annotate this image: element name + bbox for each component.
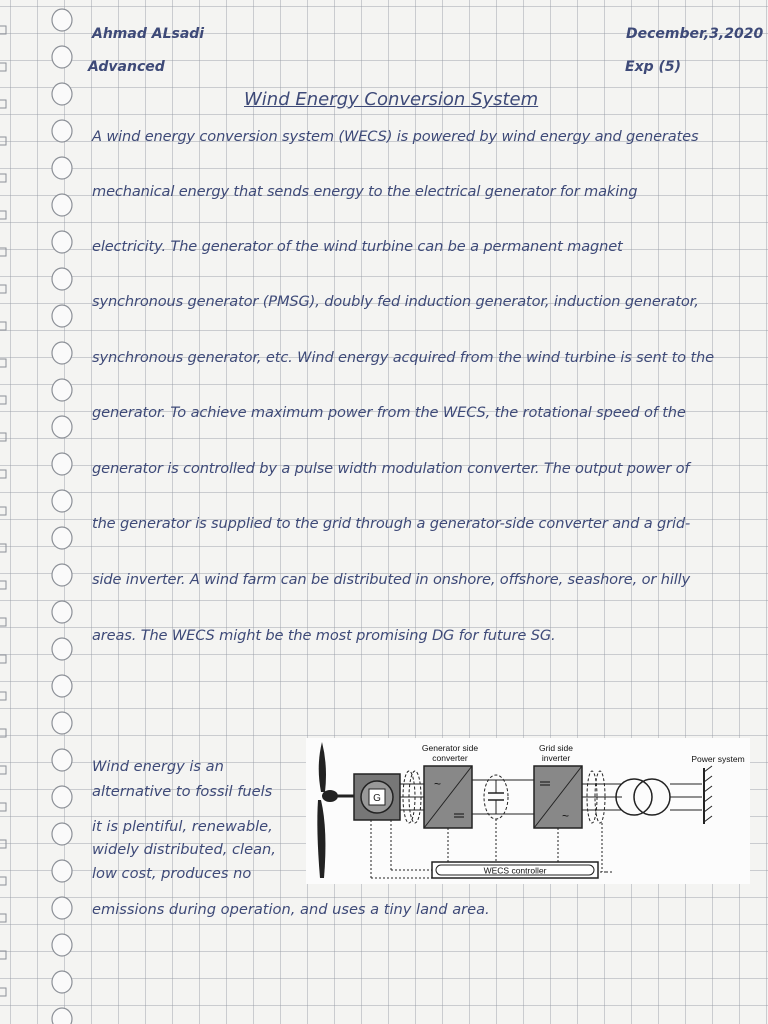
binding-holes — [0, 9, 72, 1024]
binding-hole — [52, 712, 72, 734]
author-name: Ahmad ALsadi — [92, 26, 205, 42]
binding-hole — [52, 601, 72, 623]
generator-side-converter-icon — [424, 766, 472, 828]
wecs-controller-block — [432, 862, 598, 878]
binding-tab — [0, 396, 6, 404]
grid-side-label: inverter — [541, 753, 571, 763]
binding-hole — [52, 379, 72, 401]
binding-hole — [52, 268, 72, 290]
binding-tab — [0, 359, 6, 367]
svg-text:~: ~ — [434, 777, 442, 791]
bottom-line: emissions during operation, and uses a tiny land area. — [92, 901, 490, 918]
binding-tab — [0, 137, 6, 145]
binding-tab — [0, 581, 6, 589]
binding-hole — [52, 749, 72, 771]
binding-hole — [52, 416, 72, 438]
binding-tab — [0, 729, 6, 737]
binding-tab — [0, 100, 6, 108]
side-note-line: widely distributed, clean, — [92, 841, 276, 858]
body-line: generator. To achieve maximum power from the WECS, the rotational speed of the — [92, 404, 686, 421]
binding-hole — [52, 860, 72, 882]
body-line: the generator is supplied to the grid through a generator-side converter and a grid- — [92, 515, 691, 532]
power-system-label: Power system — [691, 754, 745, 764]
binding-hole — [52, 46, 72, 68]
binding-hole — [52, 305, 72, 327]
binding-tab — [0, 840, 6, 848]
binding-tab — [0, 877, 6, 885]
binding-hole — [52, 786, 72, 808]
binding-tab — [0, 470, 6, 478]
binding-hole — [52, 638, 72, 660]
body-line: mechanical energy that sends energy to the electrical generator for making — [92, 183, 638, 200]
binding-tab — [0, 692, 6, 700]
binding-hole — [52, 934, 72, 956]
body-line: synchronous generator (PMSG), doubly fed induction generator, induction generator, — [92, 293, 699, 310]
binding-hole — [52, 120, 72, 142]
svg-text:~: ~ — [562, 809, 570, 823]
grid-side-label: Grid side — [538, 743, 574, 753]
generator-side-label: converter — [432, 753, 468, 763]
side-note-line: alternative to fossil fuels — [92, 783, 273, 800]
generator-symbol: G — [373, 793, 381, 804]
binding-hole — [52, 897, 72, 919]
binding-tab — [0, 248, 6, 256]
generator-icon — [354, 774, 400, 820]
binding-tab — [0, 618, 6, 626]
binding-hole — [52, 971, 72, 993]
binding-tab — [0, 174, 6, 182]
binding-hole — [52, 453, 72, 475]
binding-hole — [52, 342, 72, 364]
body-line: A wind energy conversion system (WECS) is powered by wind energy and generates — [92, 128, 699, 145]
binding-tab — [0, 322, 6, 330]
body-line: generator is controlled by a pulse width modulation converter. The output power of — [92, 460, 690, 477]
experiment-number: Exp (5) — [625, 59, 682, 75]
binding-tab — [0, 544, 6, 552]
binding-hole — [52, 675, 72, 697]
wecs-block-diagram — [306, 738, 750, 884]
binding-hole — [52, 564, 72, 586]
binding-tab — [0, 655, 6, 663]
binding-tab — [0, 766, 6, 774]
body-line: side inverter. A wind farm can be distributed in onshore, offshore, seashore, or hilly — [92, 571, 691, 588]
binding-hole — [52, 157, 72, 179]
binding-tab — [0, 63, 6, 71]
binding-hole — [52, 194, 72, 216]
binding-hole — [52, 490, 72, 512]
binding-tab — [0, 26, 6, 34]
binding-tab — [0, 285, 6, 293]
date-text: December,3,2020 — [626, 26, 764, 42]
side-note-line: low cost, produces no — [92, 865, 252, 882]
wecs-controller-label: WECS controller — [483, 865, 547, 876]
binding-hole — [52, 823, 72, 845]
side-note-line: Wind energy is an — [92, 758, 224, 775]
binding-tab — [0, 433, 6, 441]
binding-hole — [52, 231, 72, 253]
binding-hole — [52, 1008, 72, 1024]
grid-side-inverter-icon — [534, 766, 582, 828]
generator-side-label: Generator side — [421, 743, 479, 753]
level-label: Advanced — [88, 59, 165, 75]
binding-hole — [52, 83, 72, 105]
binding-tab — [0, 914, 6, 922]
spiral-binding — [0, 0, 78, 1024]
binding-tab — [0, 988, 6, 996]
binding-tab — [0, 507, 6, 515]
page-title: Wind Energy Conversion System — [244, 89, 539, 110]
side-note-line: it is plentiful, renewable, — [92, 818, 273, 835]
body-line: synchronous generator, etc. Wind energy acquired from the wind turbine is sent to the — [92, 349, 714, 366]
binding-hole — [52, 527, 72, 549]
body-line: areas. The WECS might be the most promising DG for future SG. — [92, 627, 556, 644]
binding-tab — [0, 951, 6, 959]
binding-tab — [0, 803, 6, 811]
binding-tab — [0, 211, 6, 219]
body-line: electricity. The generator of the wind turbine can be a permanent magnet — [92, 238, 623, 255]
binding-hole — [52, 9, 72, 31]
